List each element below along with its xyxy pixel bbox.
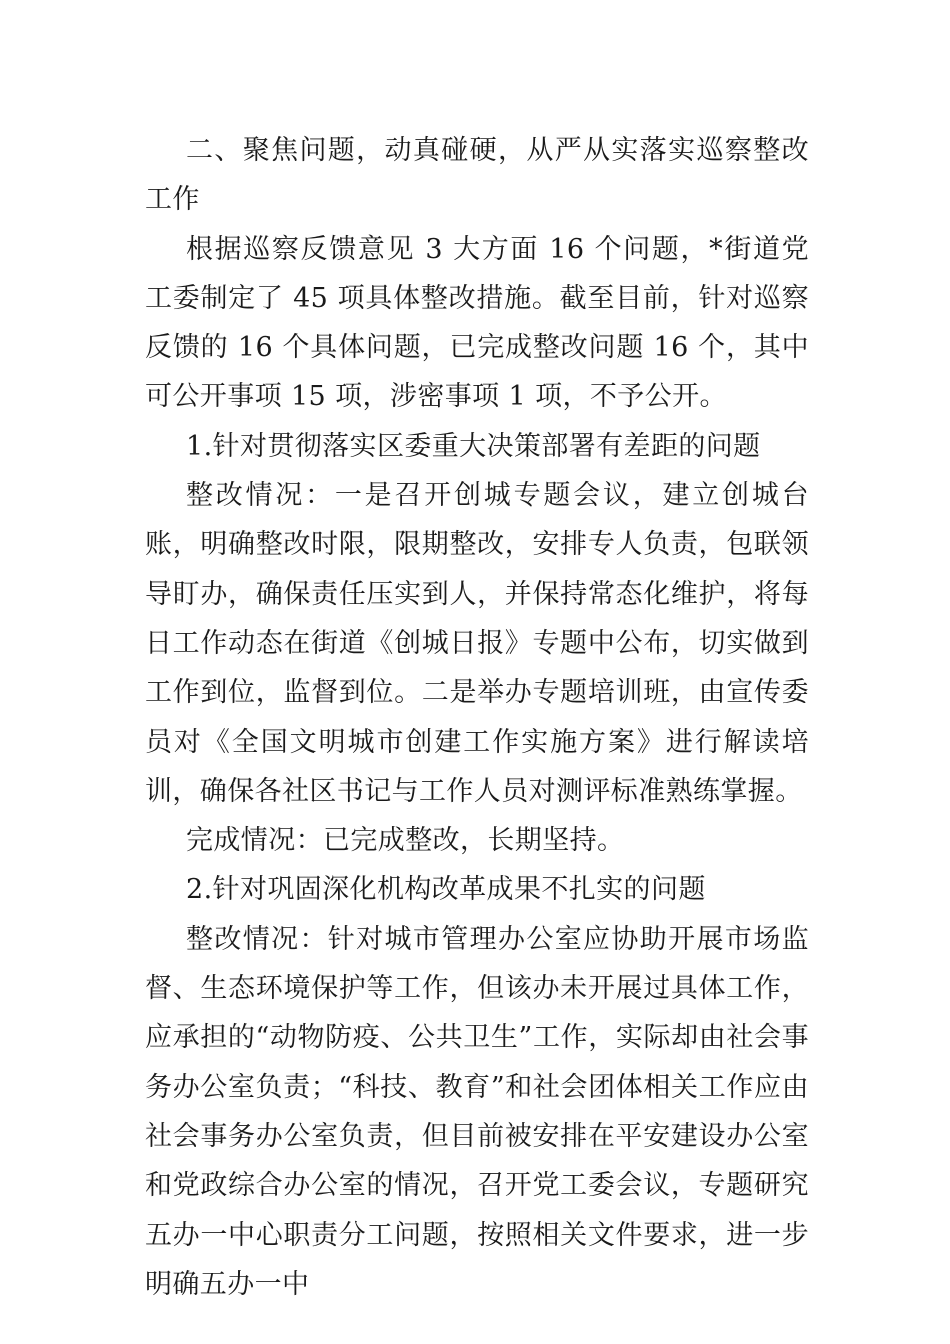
issue-heading-2: 2.针对巩固深化机构改革成果不扎实的问题 [186,874,706,906]
issue-heading-1: 1.针对贯彻落实区委重大决策部署有差距的问题 [186,430,761,462]
rectification-paragraph-1: 整改情况：一是召开创城专题会议，建立创城台账，明确整改时限，限期整改，安排专人负责，包联领导盯办，确保责任压实到人，并保持常态化维护，将每日工作动态在街道《创城日报》专题中公布，切实做到工作到位，监督到位。二是举办专题培训班，由宣传委员对《全国文明城市创建工作实施方案》进行解读培训，确保各社区书记与工作人员对测评标准熟练掌握。 [145,480,809,807]
summary-paragraph: 根据巡察反馈意见 3 大方面 16 个问题，*街道党工委制定了 45 项具体整改措施。截至目前，针对巡察反馈的 16 个具体问题，已完成整改问题 16 个，其中可公开事项 15 项，涉密事项 1 项，不予公开。 [145,233,809,413]
rectification-paragraph-2: 整改情况：针对城市管理办公室应协助开展市场监督、生态环境保护等工作，但该办未开展过具体工作，应承担的“动物防疫、公共卫生”工作，实际却由社会事务办公室负责；“科技、教育”和社会团体相关工作应由社会事务办公室负责，但目前被安排在平安建设办公室和党政综合办公室的情况，召开党工委会议，专题研究五办一中心职责分工问题，按照相关文件要求，进一步明确五办一中 [145,923,809,1300]
completion-status-1: 完成情况：已完成整改，长期坚持。 [186,825,625,857]
document-body [145,126,809,1309]
section-heading: 二、聚焦问题，动真碰硬，从严从实落实巡察整改工作 [145,135,809,216]
